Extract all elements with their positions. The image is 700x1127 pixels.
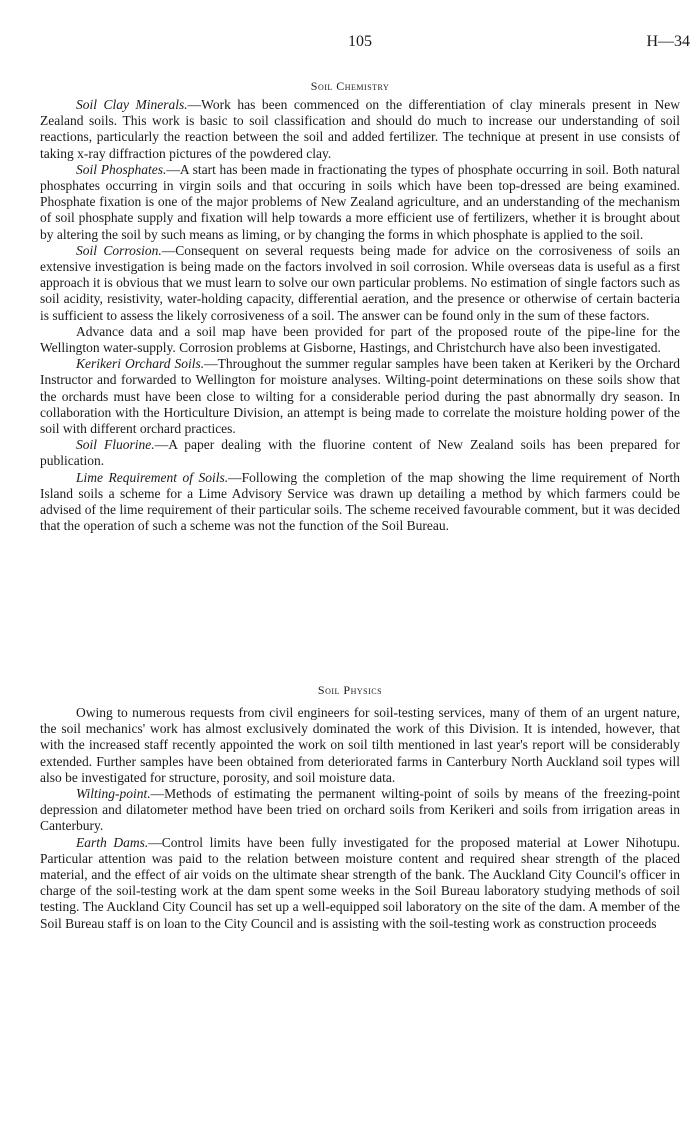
paragraph-lead: Lime Requirement of Soils.	[76, 469, 229, 485]
paragraph-text: —A paper dealing with the fluorine content of New Zealand soils has been prepared for publication.	[40, 437, 681, 469]
paragraph-lead: Wilting-point.	[76, 786, 151, 802]
paragraph-advance-data	[40, 324, 680, 356]
paragraph-lead: Soil Clay Minerals.	[76, 97, 188, 112]
paragraph-text: Owing to numerous requests from civil engineers for soil-testing services, many of them of an urgent nature, the soil mechanics' work has almost exclusively dominated the work of this Division. It is intended, however, that with the increased staff recently appointed the work on soil tilth mentioned in last year's report will be considerably extended. Further samples have been obtained from deteriorated farms in Canterbury North Auckland soil types will also be investigated for structure, porosity, and soil moisture data.	[40, 705, 680, 785]
paragraph-lime-requirement	[40, 470, 680, 535]
paragraph-soil-fluorine	[40, 437, 680, 469]
paragraph-text: —A start has been made in fractionating the types of phosphate occurring in soil. Both natural phosphates occurring in virgin soils and that occuring in soils which have been top-dressed are being examined. Phosphate fixation is one of the major problems of New Zealand agriculture, and an understanding of the mechanism of soil phosphate supply and fixation will help towards a more efficient use of fertilizers, whether it is brought about by altering the soil by such means as liming, or by changing the forms in which phosphate is applied to the soil.	[40, 161, 681, 242]
paragraph-text: —Throughout the summer regular samples have been taken at Kerikeri by the Orchard Instructor and forwarded to Wellington for moisture analyses. Wilting-point determinations on these soils show that the orchards must have been close to wilting for a considerable period during the past abnormally dry season. In collaboration with the Horticulture Division, an attempt is being made to correlate the moisture holding power of the soil with different orchard practices.	[40, 356, 680, 437]
document-reference: H—34	[646, 33, 690, 50]
page-number: 105	[348, 33, 372, 50]
paragraph-text: —Control limits have been fully investigated for the proposed material at Lower Nihotupu. Particular attention was paid to the relation between moisture content and required shear strength of the placed material, and the effect of air voids on the ultimate shear strength of the bank. The Auckland City Council's officer in charge of the soil-testing work at the dam spent some weeks in the Soil Bureau laboratory studying methods of soil testing. The Auckland City Council has set up a well-equipped soil laboratory on the site of the dam. A member of the Soil Bureau staff is on loan to the City Council and is assisting with the soil-testing work as construction proceeds	[40, 834, 680, 931]
paragraph-text: —Work has been commenced on the differentiation of clay minerals present in New Zealand soils. This work is basic to soil classification and should do much to increase our understanding of soil reactions, particularly the reaction between the soil and added fertilizer. The technique at present in use consists of taking x-ray diffraction pictures of the powdered clay.	[40, 97, 680, 161]
paragraph-lead: Kerikeri Orchard Soils.	[76, 356, 205, 372]
paragraph-lead: Soil Corrosion.	[76, 242, 162, 258]
paragraph-wilting-point	[40, 786, 680, 835]
paragraph-text: —Consequent on several requests being made for advice on the corrosiveness of soils an extensive investigation is being made on the factors involved in soil corrosion. While overseas data is useful as a first approach it is obvious that we must learn to solve our own particular problems. No estimation of single factors such as soil acidity, resistivity, water-holding capacity, differential aeration, and the presence or otherwise of certain bacteria is sufficient to assess the likely corrosiveness of a soil. The answer can be found only in the sum of these factors.	[40, 242, 680, 323]
section-heading-soil-chemistry: Soil Chemistry	[310, 79, 390, 93]
paragraph-soil-clay-minerals	[40, 97, 680, 162]
paragraph-lead: Soil Fluorine.	[76, 437, 155, 453]
paragraph-text: —Following the completion of the map showing the lime requirement of North Island soils a scheme for a Lime Advisory Service was drawn up detailing a method by which farmers could be advised of the lime requirement of their particular soils. The scheme received favourable comment, but it was decided that the operation of such a scheme was not the function of the Soil Bureau.	[40, 469, 681, 534]
page-header	[0, 34, 700, 54]
section-body-soil-physics	[40, 705, 680, 932]
paragraph-lead: Earth Dams.	[76, 834, 149, 850]
paragraph-soil-corrosion	[40, 243, 680, 324]
paragraph-lead: Soil Phosphates.	[76, 161, 167, 177]
section-body-soil-chemistry	[40, 97, 680, 534]
paragraph-soil-testing-requests	[40, 705, 680, 786]
paragraph-kerikeri-orchard-soils	[40, 356, 680, 437]
paragraph-text: —Methods of estimating the permanent wilting-point of soils by means of the freezing-point depression and dilatometer method have been tried on orchard soils from Kerikeri and soils from irrigation areas in Canterbury.	[40, 786, 680, 834]
section-heading-soil-physics: Soil Physics	[317, 683, 383, 697]
paragraph-soil-phosphates	[40, 162, 680, 243]
paragraph-earth-dams	[40, 835, 680, 932]
paragraph-text: Advance data and a soil map have been provided for part of the proposed route of the pipe-line for the Wellington water-supply. Corrosion problems at Gisborne, Hastings, and Christchurch have also been investigated.	[40, 323, 680, 356]
